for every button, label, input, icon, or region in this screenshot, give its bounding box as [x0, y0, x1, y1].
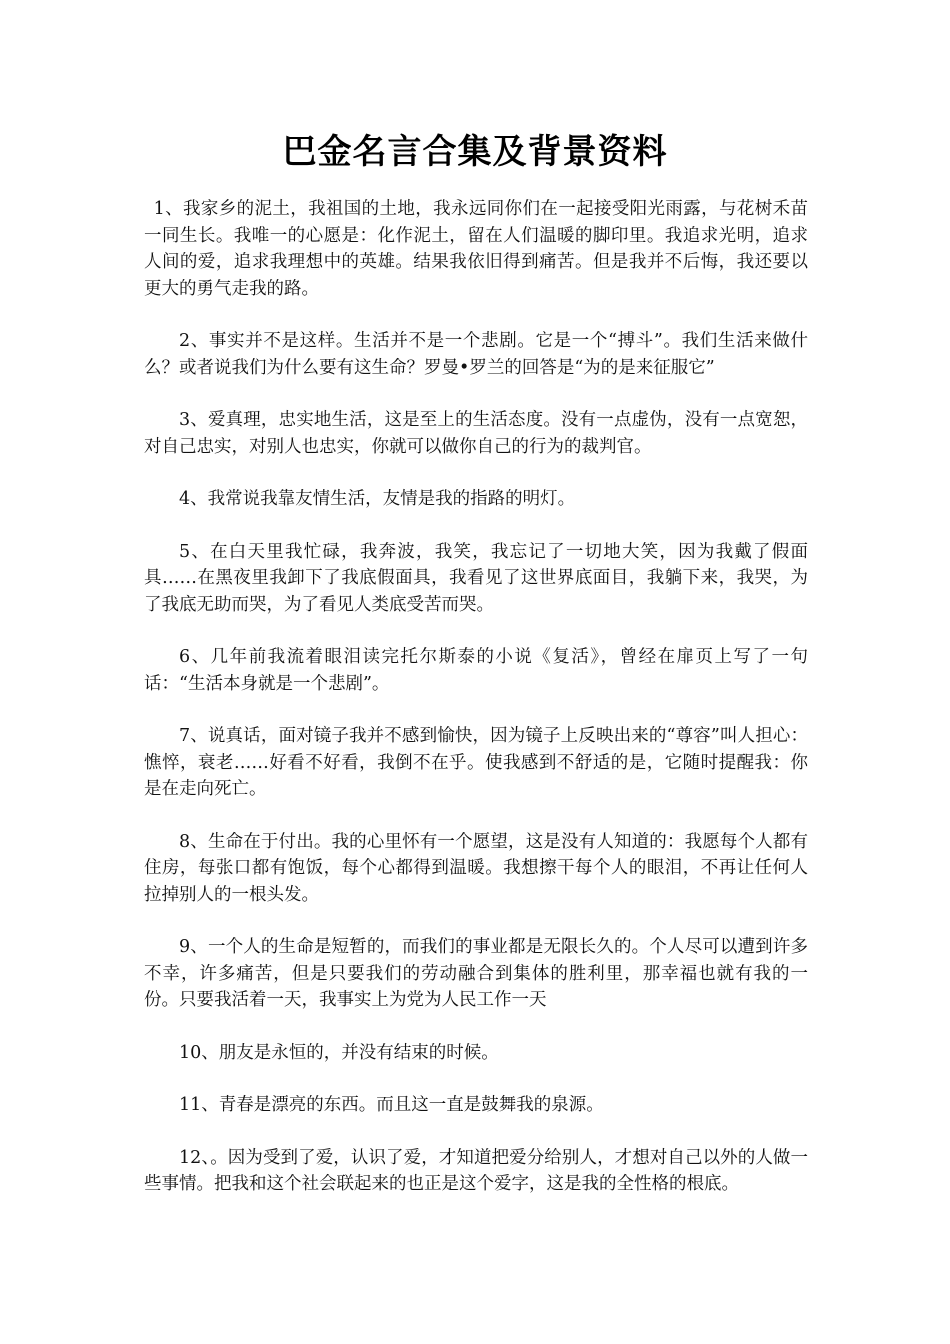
quote-paragraph-12: 12、。因为受到了爱，认识了爱，才知道把爱分给别人，才想对自己以外的人做一些事情。把我和这个社会联起来的也正是这个爱字，这是我的全性格的根底。 [144, 1147, 808, 1194]
quote-paragraph-11: 11、青春是漂亮的东西。而且这一直是鼓舞我的泉源。 [179, 1095, 604, 1115]
quote-paragraph-4: 4、我常说我靠友情生活，友情是我的指路的明灯。 [179, 489, 576, 509]
quote-paragraph-2: 2、事实并不是这样。生活并不是一个悲剧。它是一个“搏斗”。我们生活来做什么？或者说我们为什么要有这生命？罗曼•罗兰的回答是“为的是来征服它” [144, 331, 808, 378]
quote-paragraph-6: 6、几年前我流着眼泪读完托尔斯泰的小说《复活》，曾经在扉页上写了一句话：“生活本身就是一个悲剧”。 [144, 647, 808, 694]
quote-paragraph-9: 9、一个人的生命是短暂的，而我们的事业都是无限长久的。个人尽可以遭到许多不幸，许多痛苦，但是只要我们的劳动融合到集体的胜利里，那幸福也就有我的一份。只要我活着一天，我事实上为党为人民工作一天 [144, 937, 808, 1010]
quote-paragraph-3: 3、爱真理，忠实地生活，这是至上的生活态度。没有一点虚伪，没有一点宽恕，对自己忠实，对别人也忠实，你就可以做你自己的行为的裁判官。 [144, 410, 808, 457]
quote-paragraph-10: 10、朋友是永恒的，并没有结束的时候。 [179, 1042, 499, 1063]
quote-paragraph-7: 7、说真话，面对镜子我并不感到愉快，因为镜子上反映出来的“尊容”叫人担心：憔悴，衰老……好看不好看，我倒不在乎。使我感到不舒适的是，它随时提醒我：你是在走向死亡。 [144, 726, 808, 799]
document-body [144, 196, 808, 1224]
quote-paragraph-1: 1、我家乡的泥土，我祖国的土地，我永远同你们在一起接受阳光雨露，与花树禾苗一同生长。我唯一的心愿是：化作泥土，留在人们温暖的脚印里。我追求光明，追求人间的爱，追求我理想中的英雄。结果我依旧得到痛苦。但是我并不后悔，我还要以更大的勇气走我的路。 [144, 199, 808, 299]
quote-paragraph-5: 5、在白天里我忙碌，我奔波，我笑，我忘记了一切地大笑，因为我戴了假面具……在黑夜里我卸下了我底假面具，我看见了这世界底面目，我躺下来，我哭，为了我底无助而哭，为了看见人类底受苦而哭。 [144, 541, 808, 615]
document-title: 巴金名言合集及背景资料 [282, 132, 668, 172]
quote-paragraph-8: 8、生命在于付出。我的心里怀有一个愿望，这是没有人知道的：我愿每个人都有住房，每张口都有饱饭，每个心都得到温暖。我想擦干每个人的眼泪，不再让任何人拉掉别人的一根头发。 [144, 831, 808, 905]
